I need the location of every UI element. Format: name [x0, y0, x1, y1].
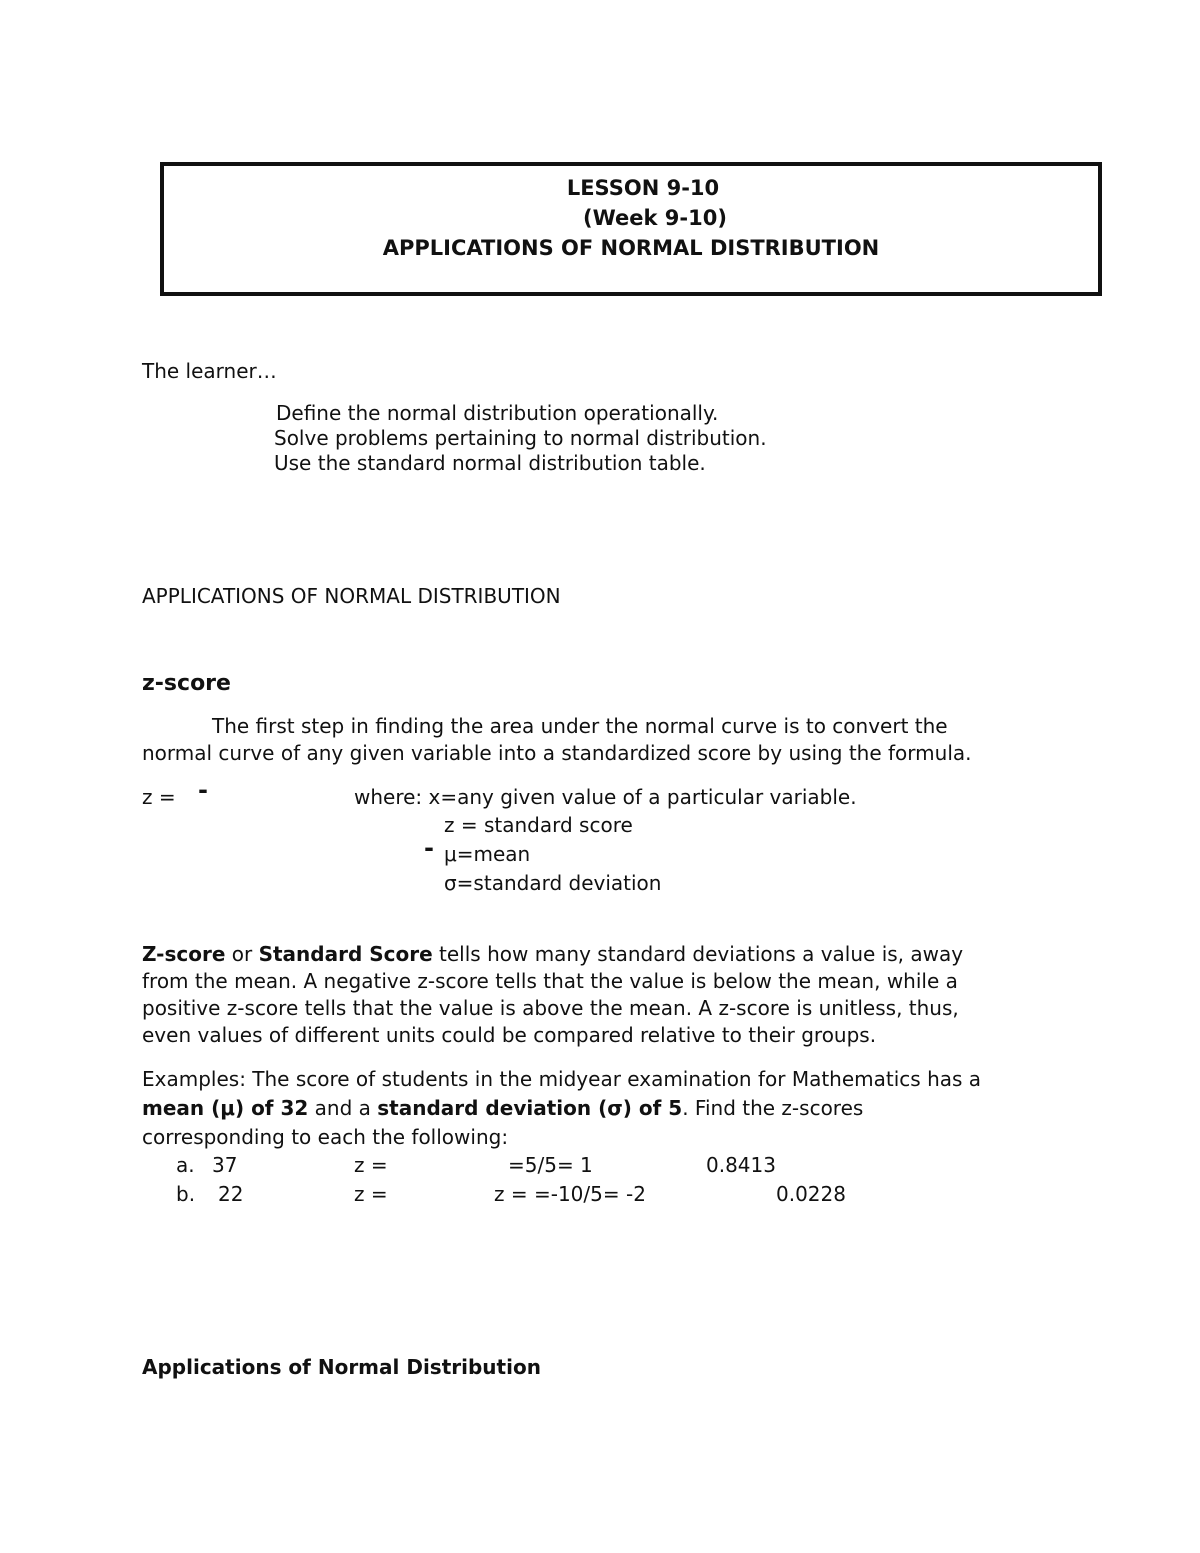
definition-text: tells how many standard deviations a value is, away	[432, 942, 964, 966]
zscore-intro-line2: normal curve of any given variable into a standardized score by using the formula.	[142, 741, 972, 765]
objective-item: Use the standard normal distribution table.	[274, 451, 706, 475]
example-calc: =5/5= 1	[508, 1153, 593, 1177]
zscore-heading: z-score	[142, 671, 231, 696]
where-line: μ=mean	[444, 842, 531, 866]
section-heading: APPLICATIONS OF NORMAL DISTRIBUTION	[142, 584, 561, 608]
examples-text: corresponding to each the following:	[142, 1125, 509, 1149]
example-value: 22	[218, 1182, 244, 1206]
objective-item: Solve problems pertaining to normal distribution.	[274, 426, 767, 450]
examples-text: and a	[308, 1096, 378, 1120]
bottom-heading: Applications of Normal Distribution	[142, 1355, 541, 1379]
definition-connector: or	[225, 942, 259, 966]
term-standard-score: Standard Score	[258, 942, 433, 966]
formula-lhs: z =	[142, 785, 176, 809]
examples-intro: Examples: The score of students in the midyear examination for Mathematics has a	[142, 1067, 982, 1091]
formula-mark: -	[424, 834, 434, 862]
where-line: σ=standard deviation	[444, 871, 662, 895]
examples-paragraph	[142, 1065, 1062, 1152]
example-label: b.	[176, 1182, 196, 1206]
definition-text: positive z-score tells that the value is above the mean. A z-score is unitless, thus,	[142, 996, 959, 1020]
title-box	[160, 162, 1102, 296]
zscore-intro-line1: The first step in finding the area under the normal curve is to convert the	[212, 714, 948, 738]
objectives-intro: The learner…	[142, 359, 277, 383]
example-result: 0.0228	[776, 1182, 846, 1206]
term-zscore: Z-score	[142, 942, 226, 966]
definition-text: from the mean. A negative z-score tells that the value is below the mean, while a	[142, 969, 958, 993]
example-z: z =	[354, 1182, 388, 1206]
examples-text: . Find the z-scores	[682, 1096, 864, 1120]
formula-mark: -	[198, 776, 208, 804]
where-line: z = standard score	[444, 813, 633, 837]
objective-item: Define the normal distribution operationally.	[276, 401, 719, 425]
lesson-number: LESSON 9-10	[566, 176, 720, 200]
example-value: 37	[212, 1153, 238, 1177]
example-calc: z = =-10/5= -2	[494, 1182, 646, 1206]
zscore-definition	[142, 941, 1062, 1049]
sd-label: standard deviation (σ) of 5	[377, 1096, 683, 1120]
example-result: 0.8413	[706, 1153, 776, 1177]
definition-text: even values of different units could be compared relative to their groups.	[142, 1023, 877, 1047]
lesson-title: APPLICATIONS OF NORMAL DISTRIBUTION	[382, 236, 880, 260]
example-label: a.	[176, 1153, 195, 1177]
where-line: where: x=any given value of a particular variable.	[354, 785, 857, 809]
mean-label: mean (μ) of 32	[142, 1096, 309, 1120]
lesson-week: (Week 9-10)	[583, 206, 727, 230]
example-z: z =	[354, 1153, 388, 1177]
